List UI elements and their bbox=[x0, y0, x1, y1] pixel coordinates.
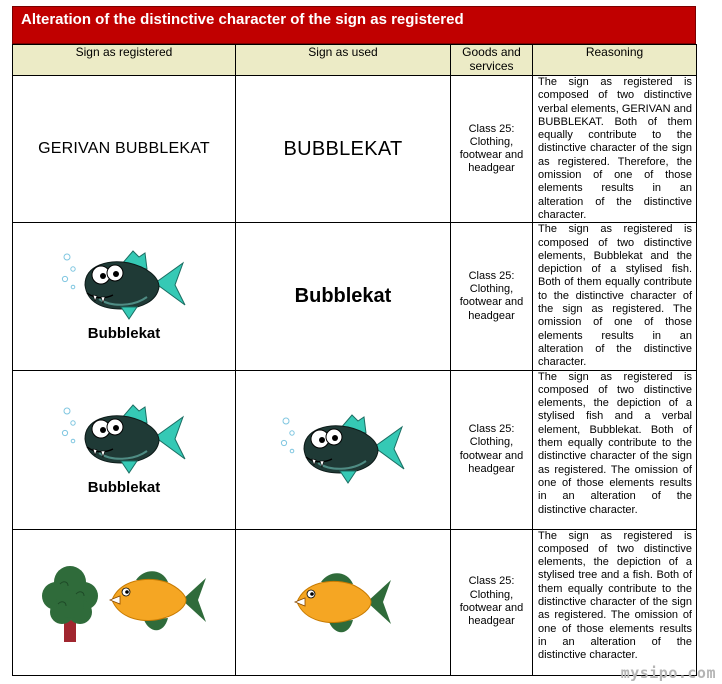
registered-figurative-mark bbox=[59, 249, 189, 342]
piranha-fish-icon bbox=[278, 413, 408, 487]
used-word-mark: Bubblekat bbox=[294, 284, 392, 307]
reasoning-cell: The sign as registered is composed of two distinctive verbal elements, GERIVAN and BUBBLEKAT. Both of them equally contribute to the distinctive character of the sign as registered. Therefore, the omission of one of those elements results in an alteration of the distinctive character. bbox=[533, 76, 697, 223]
registered-word-mark: GERIVAN BUBBLEKAT bbox=[38, 140, 210, 158]
header-reasoning: Reasoning bbox=[533, 45, 697, 76]
watermark: mysipo.com bbox=[620, 664, 716, 682]
registered-sign-cell bbox=[13, 529, 236, 675]
used-sign-cell bbox=[236, 370, 451, 529]
used-sign-cell bbox=[236, 223, 451, 370]
header-row bbox=[13, 45, 697, 76]
goods-cell: Class 25: Clothing, footwear and headgear bbox=[451, 223, 533, 370]
piranha-fish-icon bbox=[59, 403, 189, 477]
registered-figurative-mark bbox=[59, 403, 189, 496]
mark-word-element: Bubblekat bbox=[87, 478, 161, 496]
used-sign-cell bbox=[236, 76, 451, 223]
registered-sign-cell bbox=[13, 370, 236, 529]
registered-sign-cell bbox=[13, 223, 236, 370]
reasoning-cell: The sign as registered is composed of two distinctive elements, the depiction of a stylised tree and a fish. Both of them equally contribute to the distinctive character of the sign as registered. The omission of one of those elements results in an alteration of the distinctive character. bbox=[533, 529, 697, 675]
registered-sign-cell bbox=[13, 76, 236, 223]
goods-cell: Class 25: Clothing, footwear and headgear bbox=[451, 370, 533, 529]
table-row bbox=[13, 223, 697, 370]
table-title: Alteration of the distinctive character of the sign as registered bbox=[12, 6, 696, 44]
header-sign-registered: Sign as registered bbox=[13, 45, 236, 76]
table-row bbox=[13, 370, 697, 529]
table-row bbox=[13, 76, 697, 223]
header-goods-services: Goods and services bbox=[451, 45, 533, 76]
table-container bbox=[12, 6, 696, 676]
used-sign-cell bbox=[236, 529, 451, 675]
orange-fish-icon bbox=[291, 558, 395, 646]
header-sign-used: Sign as used bbox=[236, 45, 451, 76]
goods-cell: Class 25: Clothing, footwear and headgear bbox=[451, 76, 533, 223]
used-word-mark: BUBBLEKAT bbox=[283, 137, 403, 160]
orange-fish-icon bbox=[106, 570, 210, 634]
tree-icon bbox=[38, 560, 102, 644]
reasoning-cell: The sign as registered is composed of two distinctive elements, Bubblekat and the depiction of a stylised fish. Both of them equally contribute to the distinctive character of the sign as registered. The omission of one of those elements results in an alteration of the distinctive character. bbox=[533, 223, 697, 370]
reasoning-cell: The sign as registered is composed of two distinctive elements, the depiction of a stylised fish and a verbal element, Bubblekat. Both of them equally contribute to the distinctive character of the sign as registered. The omission of one of those elements results in an alteration of the distinctive character. bbox=[533, 370, 697, 529]
goods-cell: Class 25: Clothing, footwear and headgear bbox=[451, 529, 533, 675]
comparison-table bbox=[12, 44, 697, 676]
mark-word-element: Bubblekat bbox=[87, 325, 161, 343]
piranha-fish-icon bbox=[59, 249, 189, 323]
table-row bbox=[13, 529, 697, 675]
